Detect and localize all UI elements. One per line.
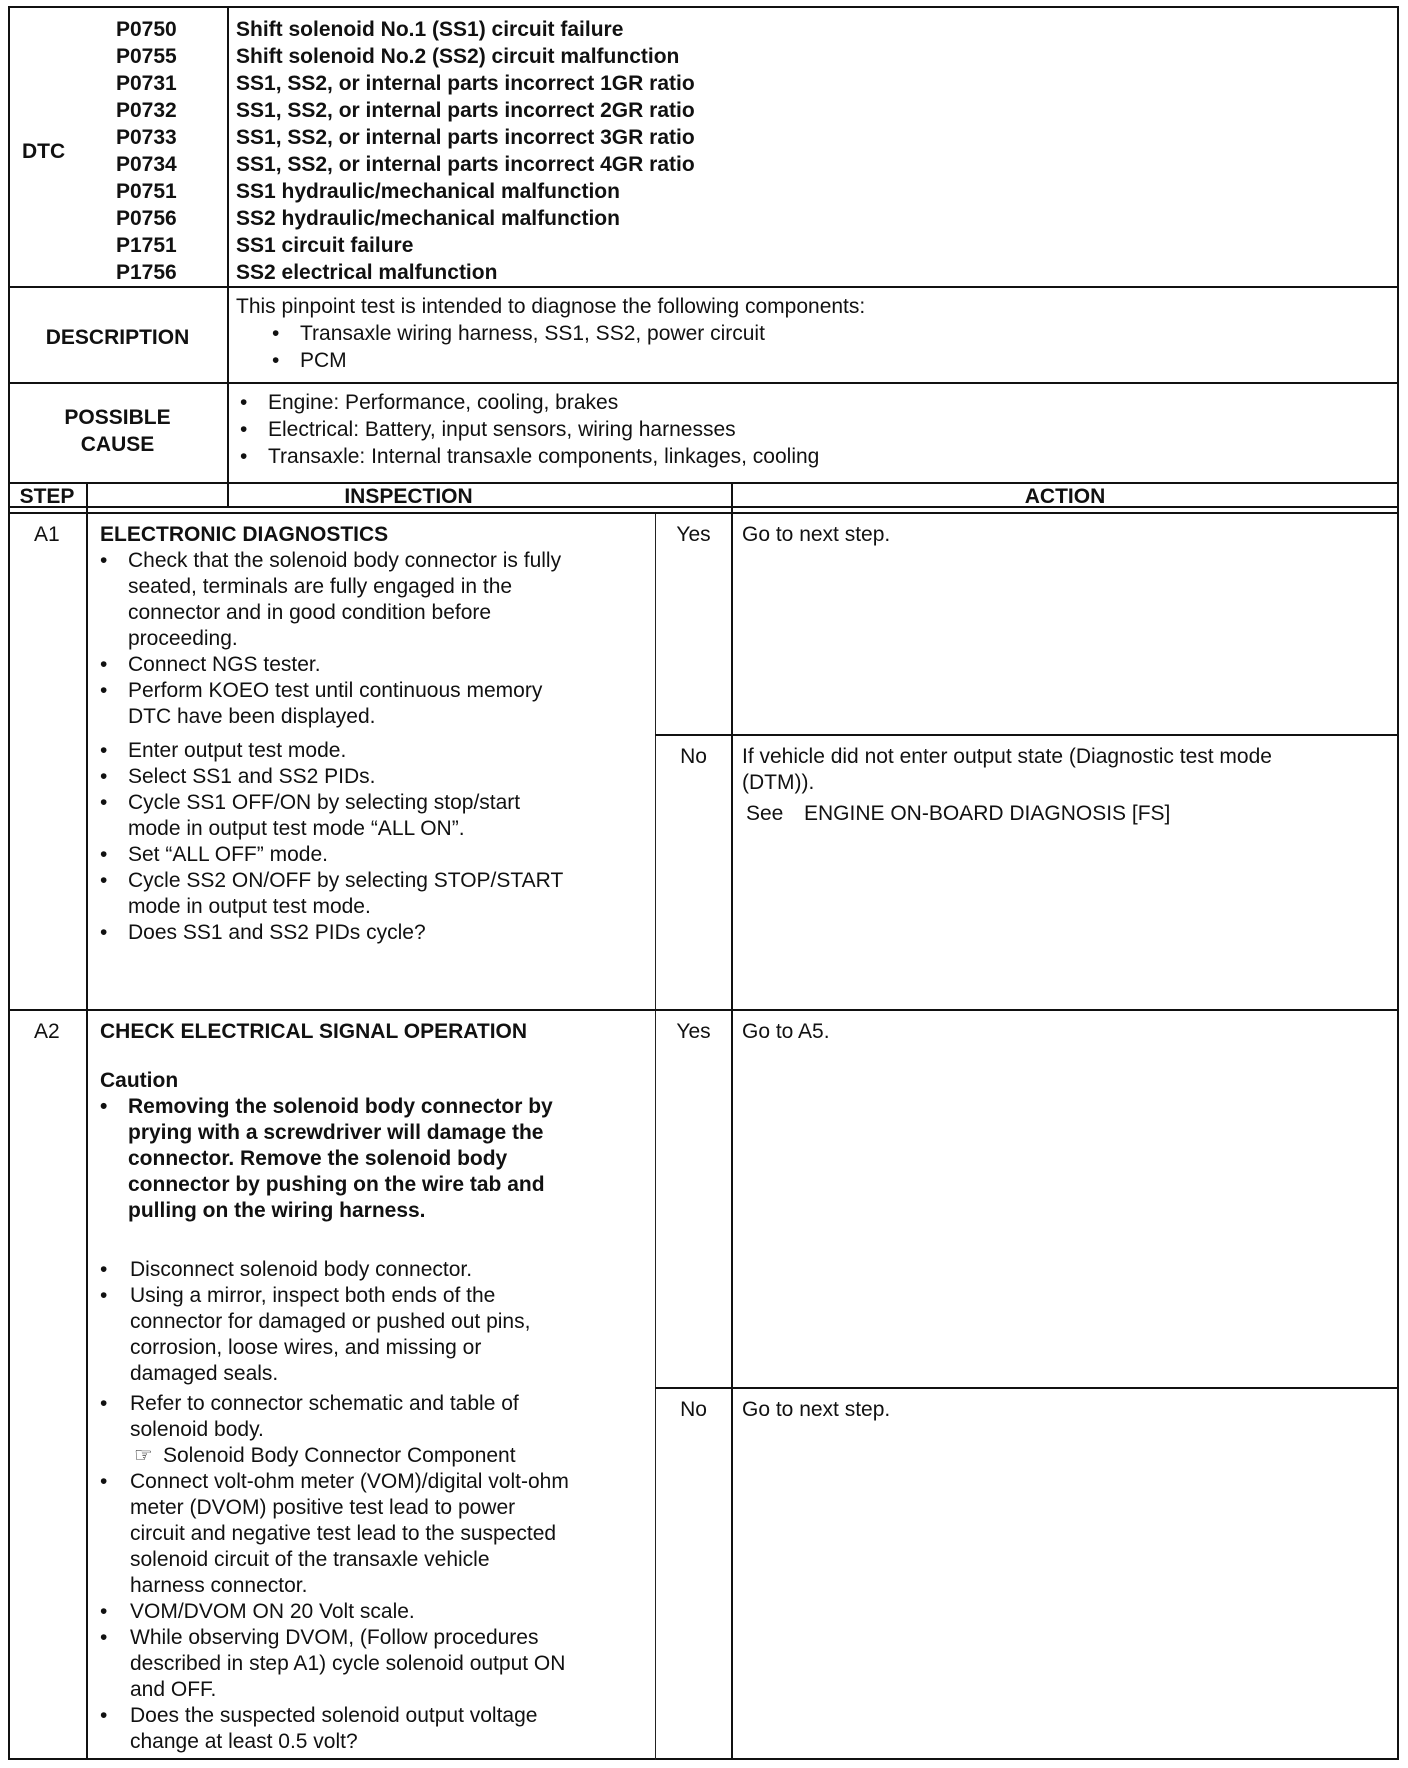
dtc-description: SS1, SS2, or internal parts incorrect 4GR ratio <box>236 153 695 176</box>
caution-line: Removing the solenoid body connector by <box>128 1095 553 1118</box>
inspection-line: Cycle SS1 OFF/ON by selecting stop/start <box>128 791 521 814</box>
inspection-line: Perform KOEO test until continuous memory <box>128 679 543 702</box>
inspection-line: Connect volt-ohm meter (VOM)/digital volt-ohm <box>130 1470 569 1493</box>
action-column-divider <box>731 482 733 1760</box>
caution-line: prying with a screwdriver will damage the <box>128 1121 544 1144</box>
bullet: • <box>100 1600 108 1623</box>
bullet: • <box>100 653 108 676</box>
bullet: • <box>100 791 108 814</box>
dtc-code: P0732 <box>116 99 177 122</box>
inspection-line: proceeding. <box>128 627 238 650</box>
inspection-line: meter (DVOM) positive test lead to power <box>130 1496 516 1519</box>
inspection-line: mode in output test mode. <box>128 895 371 918</box>
dtc-description: SS1, SS2, or internal parts incorrect 1GR ratio <box>236 72 695 95</box>
bullet: • <box>100 1095 108 1118</box>
dtc-code: P0756 <box>116 207 177 230</box>
bullet: • <box>100 765 108 788</box>
dtc-description: Shift solenoid No.1 (SS1) circuit failure <box>236 18 624 41</box>
yes-label: Yes <box>676 1020 711 1043</box>
inspection-line: Disconnect solenoid body connector. <box>130 1258 473 1281</box>
bullet: • <box>100 549 108 572</box>
see-reference-link[interactable]: ENGINE ON-BOARD DIAGNOSIS [FS] <box>804 802 1171 825</box>
dtc-description: SS1, SS2, or internal parts incorrect 3GR ratio <box>236 126 695 149</box>
inspection-line: damaged seals. <box>130 1362 279 1385</box>
dtc-description: SS1, SS2, or internal parts incorrect 2GR ratio <box>236 99 695 122</box>
reference-link[interactable]: Solenoid Body Connector Component <box>163 1444 516 1467</box>
possible-cause-label: CAUSE <box>80 433 155 456</box>
dtc-label: DTC <box>22 140 66 163</box>
step-id: A2 <box>34 1020 60 1043</box>
step-title: CHECK ELECTRICAL SIGNAL OPERATION <box>100 1020 528 1043</box>
row-divider-dtc <box>8 286 1399 288</box>
dtc-code: P1756 <box>116 261 177 284</box>
dtc-code: P0733 <box>116 126 177 149</box>
inspection-line: Refer to connector schematic and table of <box>130 1392 519 1415</box>
dtc-code: P0755 <box>116 45 177 68</box>
step-column-divider <box>86 482 88 1760</box>
inspection-line: described in step A1) cycle solenoid output ON <box>130 1652 566 1675</box>
service-manual-page: DTC P0750 Shift solenoid No.1 (SS1) circuit failure P0755 Shift solenoid No.2 (SS2) circuit malfunction P0731 SS1, SS2, or internal parts incorrect 1GR ratio P0732 SS1, SS2, or internal parts incorrect 2GR ratio P0733 SS1, SS2, or internal parts incorrect 3GR ratio P0734 SS1, SS2, or internal parts incorrect 4GR ratio P0751 SS1 hydraulic/mechanical malfunction P0756 SS2 hydraulic/mechanical malfunction P1751 SS1 circuit failure P1756 SS2 electrical malfunction DESCRIPTION This pinpoint test is intended to diagnose the following components: • Transaxle wiring harness, SS1, SS2, power circuit • PCM POSSIBLE CAUSE • Engine: Performance, cooling, brakes • Electrical: Battery, input sensors, wiring harnesses • Transaxle: Internal transaxle components, linkages, cooling STEP INSPECTION ACTION A1 ELECTRONIC DIAGNOSTICS • Check that the solenoid body connector is fully seated, terminals are fully engaged in the connector and in good condition before proceeding. • Connect NGS tester. • Perform KOEO test until continuous memory DTC have been displayed. • Enter output test mode. • Select SS1 and SS2 PIDs. • Cycle SS1 OFF/ON by selecting stop/start mode in output test mode “ALL ON”. • Set “ALL OFF” mode. • Cycle SS2 ON/OFF by selecting STOP/START mode in output test mode. • Does SS1 and SS2 PIDs cycle? Yes Go to next step. No If vehicle did not enter output state (Diagnostic test mode (DTM)). See ENGINE ON-BOARD DIAGNOSIS [FS] A2 CHECK ELECTRICAL SIGNAL OPERATION Caution • Removing the solenoid body connector by prying with a screwdriver will damage the connector. Remove the solenoid body connector by pushing on the wire tab and pulling on the wiring harness. • Disconnect solenoid body connector. • Using a mirror, inspect both ends of the connector for damaged or pushed out pins, corrosion, loose wires, and missing or damaged seals. • Refer to connector schematic and table of solenoid body. ☞ Solenoid Body Connector Component • Connect volt-ohm meter (VOM)/digital volt-ohm meter (DVOM) positive test lead to power circuit and negative test lead to the suspected solenoid circuit of the transaxle vehicle harness connector. • VOM/DVOM ON 20 Volt scale. • While observing DVOM, (Follow procedures described in step A1) cycle solenoid output ON and OFF. • Does the suspected solenoid output voltage change at least 0.5 volt? Yes Go to A5. No Go to next step. <box>0 0 1408 1768</box>
no-label: No <box>680 745 707 768</box>
a1-yes-no-divider <box>655 734 1399 736</box>
no-label: No <box>680 1398 707 1421</box>
yes-label: Yes <box>676 523 711 546</box>
inspection-line: Does SS1 and SS2 PIDs cycle? <box>128 921 426 944</box>
bullet: • <box>100 1704 108 1727</box>
inspection-line: While observing DVOM, (Follow procedures <box>130 1626 539 1649</box>
inspection-line: DTC have been displayed. <box>128 705 376 728</box>
inspection-line: Check that the solenoid body connector is fully <box>128 549 562 572</box>
dtc-code: P0731 <box>116 72 177 95</box>
reference-icon: ☞ <box>134 1444 153 1467</box>
possible-cause-label: POSSIBLE <box>64 406 171 429</box>
dtc-description: SS2 hydraulic/mechanical malfunction <box>236 207 620 230</box>
see-prefix: See <box>746 802 784 825</box>
dtc-description: SS1 hydraulic/mechanical malfunction <box>236 180 620 203</box>
inspection-line: Does the suspected solenoid output voltage <box>130 1704 538 1727</box>
inspection-line: mode in output test mode “ALL ON”. <box>128 817 465 840</box>
bullet: • <box>100 1258 108 1281</box>
caution-line: connector by pushing on the wire tab and <box>128 1173 545 1196</box>
inspection-line: Select SS1 and SS2 PIDs. <box>128 765 376 788</box>
description-label: DESCRIPTION <box>45 326 190 349</box>
row-divider-description <box>8 382 1399 384</box>
bullet: • <box>100 1470 108 1493</box>
bullet: • <box>100 843 108 866</box>
yes-action: Go to next step. <box>742 523 891 546</box>
a2-yes-no-divider <box>655 1387 1399 1389</box>
bullet: • <box>100 1284 108 1307</box>
inspection-line: VOM/DVOM ON 20 Volt scale. <box>130 1600 415 1623</box>
caution-line: pulling on the wiring harness. <box>128 1199 426 1222</box>
inspection-line: harness connector. <box>130 1574 308 1597</box>
caution-line: connector. Remove the solenoid body <box>128 1147 508 1170</box>
bullet: • <box>100 1392 108 1415</box>
bullet: • <box>100 679 108 702</box>
header-step: STEP <box>19 485 75 508</box>
header-inspection: INSPECTION <box>344 485 473 508</box>
dtc-code: P0750 <box>116 18 177 41</box>
no-action: Go to next step. <box>742 1398 891 1421</box>
caution-label: Caution <box>100 1069 179 1092</box>
inspection-line: seated, terminals are fully engaged in the <box>128 575 513 598</box>
header-row-divider <box>8 512 1399 514</box>
inspection-line: Set “ALL OFF” mode. <box>128 843 328 866</box>
bullet: • <box>100 1626 108 1649</box>
no-action: (DTM)). <box>742 771 815 794</box>
dtc-code: P1751 <box>116 234 177 257</box>
inspection-line: solenoid circuit of the transaxle vehicle <box>130 1548 490 1571</box>
inspection-line: connector and in good condition before <box>128 601 492 624</box>
inspection-line: solenoid body. <box>130 1418 264 1441</box>
dtc-description: Shift solenoid No.2 (SS2) circuit malfunction <box>236 45 680 68</box>
bullet: • <box>100 869 108 892</box>
dtc-code: P0751 <box>116 180 177 203</box>
description-intro: This pinpoint test is intended to diagnose the following components: <box>236 295 866 318</box>
bullet: • <box>100 739 108 762</box>
dtc-description: SS1 circuit failure <box>236 234 414 257</box>
yes-no-divider <box>655 512 656 1760</box>
step-title: ELECTRONIC DIAGNOSTICS <box>100 523 389 546</box>
dtc-code: P0734 <box>116 153 177 176</box>
step-id: A1 <box>34 523 60 546</box>
yes-action: Go to A5. <box>742 1020 830 1043</box>
inspection-line: Enter output test mode. <box>128 739 347 762</box>
inspection-line: circuit and negative test lead to the suspected <box>130 1522 557 1545</box>
label-divider <box>227 6 229 508</box>
step-row-divider <box>8 1009 1399 1011</box>
inspection-line: corrosion, loose wires, and missing or <box>130 1336 482 1359</box>
header-action: ACTION <box>1024 485 1106 508</box>
inspection-line: Cycle SS2 ON/OFF by selecting STOP/START <box>128 869 564 892</box>
no-action: If vehicle did not enter output state (Diagnostic test mode <box>742 745 1272 768</box>
inspection-line: and OFF. <box>130 1678 217 1701</box>
inspection-line: change at least 0.5 volt? <box>130 1730 358 1753</box>
inspection-line: Using a mirror, inspect both ends of the <box>130 1284 496 1307</box>
inspection-line: connector for damaged or pushed out pins, <box>130 1310 531 1333</box>
inspection-line: Connect NGS tester. <box>128 653 321 676</box>
dtc-description: SS2 electrical malfunction <box>236 261 498 284</box>
bullet: • <box>100 921 108 944</box>
